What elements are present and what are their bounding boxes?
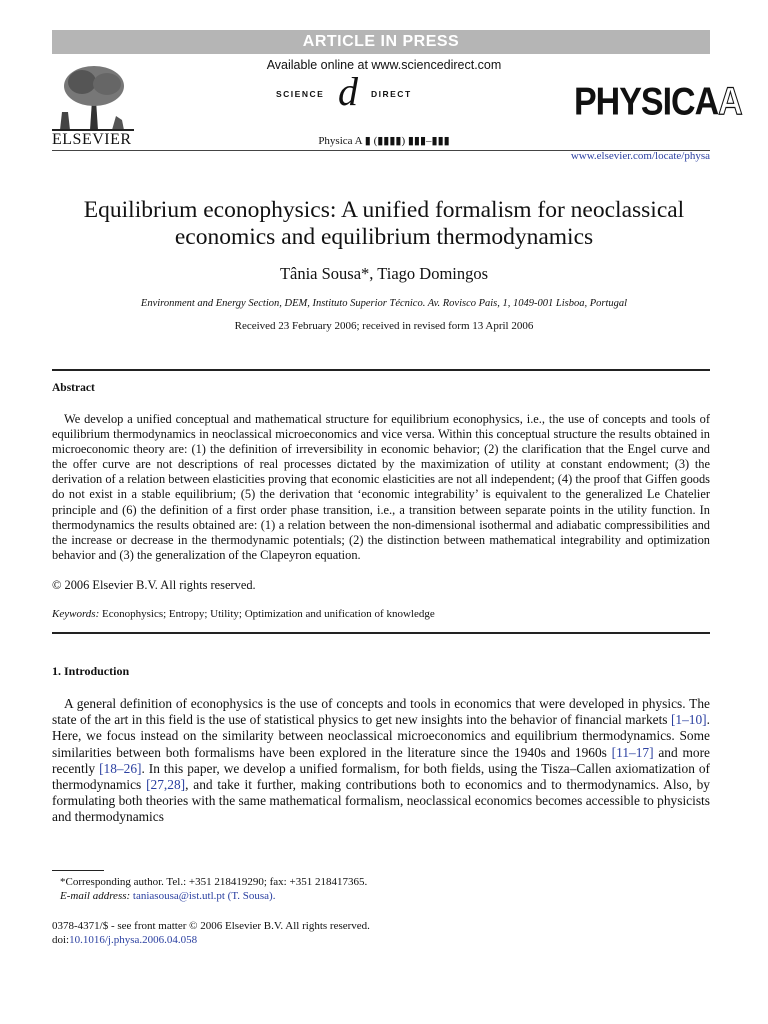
sciencedirect-logo-right: DIRECT (371, 89, 412, 99)
affiliation: Environment and Energy Section, DEM, Instituto Superior Técnico. Av. Rovisco Pais, 1, 1049-001 Lisboa, Portugal (140, 298, 628, 309)
footnote-email (60, 890, 275, 902)
issn-line: 0378-4371/$ - see front matter © 2006 Elsevier B.V. All rights reserved. (52, 920, 370, 932)
intro-text: . Here, we focus instead on the similarity between neoclassical microeconomics and equilibrium thermodynamics. Some similarities between both formalisms have been explored in the literature since the 1940s and 1960s (52, 712, 710, 760)
citation-link[interactable]: [27,28] (146, 777, 186, 793)
keywords (52, 608, 435, 620)
article-title (40, 197, 728, 251)
title-line-2: economics and equilibrium thermodynamics (174, 224, 594, 250)
sciencedirect-logo-left: SCIENCE (276, 89, 325, 99)
doi-link[interactable]: 10.1016/j.physa.2006.04.058 (69, 934, 198, 946)
doi-line (52, 934, 197, 946)
sciencedirect-mark-icon: d (338, 69, 358, 114)
email-label: E-mail address: (60, 890, 131, 902)
section-heading-introduction: 1. Introduction (52, 664, 130, 678)
title-line-1: Equilibrium econophysics: A unified formalism for neoclassical (83, 197, 685, 223)
abstract-copyright: © 2006 Elsevier B.V. All rights reserved. (52, 578, 256, 592)
abstract-top-rule (52, 369, 710, 371)
citation-link[interactable]: [11–17] (611, 744, 654, 760)
citation-link[interactable]: [1–10] (670, 712, 707, 728)
journal-logo-main: PHYSICA (574, 80, 719, 124)
abstract-heading: Abstract (52, 382, 95, 394)
doi-label: doi: (52, 934, 70, 946)
journal-url-link[interactable]: www.elsevier.com/locate/physa (570, 150, 710, 162)
email-link[interactable]: taniasousa@ist.utl.pt (T. Sousa). (132, 890, 276, 902)
intro-text: A general definition of econophysics is the use of concepts and tools in economics that were developed in physics. The state of the art in this field is the use of statistical physics to get new insights into the behavior of financial markets (52, 696, 710, 728)
abstract-bottom-rule (52, 632, 710, 634)
journal-logo (574, 80, 742, 125)
keywords-list: Econophysics; Entropy; Utility; Optimization and unification of knowledge (102, 608, 435, 620)
publisher-name: ELSEVIER (52, 131, 132, 148)
intro-text: . In this paper, we develop a unified formalism, for both fields, using the Tisza–Callen axiomatization of thermodynamics (52, 760, 710, 793)
introduction-paragraph (52, 696, 710, 826)
journal-reference: Physica A ▮ (▮▮▮▮) ▮▮▮–▮▮▮ (318, 135, 450, 147)
citation-link[interactable]: [18–26] (99, 760, 142, 776)
abstract-text: We develop a unified conceptual and mathematical structure for equilibrium econophysics, i.e., the use of concepts and tools of equilibrium thermodynamics in neoclassical microeconomics and vice versa. Within this conceptual structure the results obtained in microeconomic theory are: (1) the definition of irreversibility in economic behavior; (2) the clarification that the Engel curve and the offer curve are not descriptions of real processes dictated by the maximization of utility at constant endowment; (3) the derivation of a relation between elasticities proving that economic elasticities are not all independent; (4) the proof that Giffen goods do not exist in a stable equilibrium; (5) the derivation that ‘economic integrability’ is equivalent to the generalized Le Chatelier principle and (6) the definition of a first order phase transition, i.e., a transition between separate points in the utility function. In thermodynamics the results obtained are: (1) a relation between the non-dimensional isothermal and adiabatic compressibilities and the increase or decrease in the thermodynamic potentials; (2) the distinction between mathematical integrability and optimization behavior and (3) the generalization of the Clapeyron equation. (52, 412, 710, 562)
received-dates: Received 23 February 2006; received in revised form 13 April 2006 (234, 320, 534, 332)
available-online-text: Available online at www.sciencedirect.com (266, 58, 502, 72)
authors: Tânia Sousa*, Tiago Domingos (279, 264, 489, 283)
intro-text: and more recently (52, 744, 710, 776)
journal-logo-letter: A (718, 80, 742, 124)
keywords-label: Keywords: (52, 608, 100, 620)
intro-text: , and take it further, making contributions both to economics and to thermodynamics. Also, by formulating both theories with the same mathematical formalism, neoclassical economics becomes accessible to physicists and thermodynamics (52, 777, 710, 825)
article-in-press-banner: ARTICLE IN PRESS (52, 30, 710, 54)
footnote-corresponding-author: *Corresponding author. Tel.: +351 218419290; fax: +351 218417365. (60, 876, 368, 888)
footnote-rule (52, 870, 104, 871)
sciencedirect-logo (276, 69, 436, 114)
